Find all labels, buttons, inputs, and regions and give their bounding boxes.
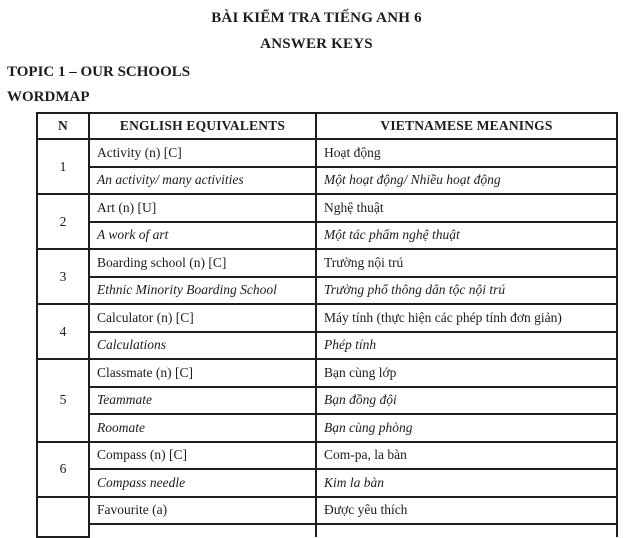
vietnamese-cell: Trường nội trú (316, 249, 617, 277)
english-cell: Favourite (a) (89, 497, 316, 525)
topic-heading: TOPIC 1 – OUR SCHOOLS (7, 64, 191, 80)
vietnamese-cell: Trường phổ thông dân tộc nội trú (316, 277, 617, 305)
vietnamese-cell: Bạn đồng đội (316, 387, 617, 415)
row-number-cell: 4 (37, 304, 89, 359)
table-header-row (37, 113, 617, 139)
english-cell: Compass (n) [C] (89, 442, 316, 470)
vietnamese-cell: Máy tính (thực hiện các phép tính đơn giản) (316, 304, 617, 332)
table-row (37, 414, 617, 442)
vietnamese-cell: Một hoạt động/ Nhiều hoạt động (316, 167, 617, 195)
row-number-cell (37, 497, 89, 538)
table-row (37, 167, 617, 195)
vietnamese-cell: Nghệ thuật (316, 194, 617, 222)
english-cell: Teammate (89, 387, 316, 415)
table-row (37, 139, 617, 167)
table-row (37, 524, 617, 537)
english-cell: A work of art (89, 222, 316, 250)
english-cell (89, 524, 316, 537)
table-row (37, 497, 617, 525)
vietnamese-cell (316, 524, 617, 537)
column-header-n: N (37, 113, 89, 139)
column-header-vietnamese: VIETNAMESE MEANINGS (316, 113, 617, 139)
page-title: BÀI KIỂM TRA TIẾNG ANH 6 (211, 10, 422, 26)
english-cell: Calculator (n) [C] (89, 304, 316, 332)
english-cell: Compass needle (89, 469, 316, 497)
table-row (37, 469, 617, 497)
english-cell: Ethnic Minority Boarding School (89, 277, 316, 305)
english-cell: Classmate (n) [C] (89, 359, 316, 387)
english-cell: Activity (n) [C] (89, 139, 316, 167)
vietnamese-cell: Phép tính (316, 332, 617, 360)
table-row (37, 332, 617, 360)
table-row (37, 387, 617, 415)
row-number-cell: 2 (37, 194, 89, 249)
vietnamese-cell: Được yêu thích (316, 497, 617, 525)
row-number-cell: 3 (37, 249, 89, 304)
vietnamese-cell: Một tác phẩm nghệ thuật (316, 222, 617, 250)
row-number-cell: 6 (37, 442, 89, 497)
english-cell: Calculations (89, 332, 316, 360)
table-row (37, 359, 617, 387)
table-row (37, 277, 617, 305)
answer-keys-subtitle: ANSWER KEYS (260, 36, 373, 52)
english-cell: Art (n) [U] (89, 194, 316, 222)
wordmap-heading: WORDMAP (7, 89, 90, 105)
vietnamese-cell: Com-pa, la bàn (316, 442, 617, 470)
table-row (37, 442, 617, 470)
table-row (37, 222, 617, 250)
vietnamese-cell: Bạn cùng phòng (316, 414, 617, 442)
english-cell: An activity/ many activities (89, 167, 316, 195)
table-row (37, 194, 617, 222)
column-header-english: ENGLISH EQUIVALENTS (89, 113, 316, 139)
row-number-cell: 5 (37, 359, 89, 442)
table-row (37, 249, 617, 277)
vietnamese-cell: Bạn cùng lớp (316, 359, 617, 387)
table-row (37, 304, 617, 332)
vietnamese-cell: Kim la bàn (316, 469, 617, 497)
english-cell: Roomate (89, 414, 316, 442)
vietnamese-cell: Hoạt động (316, 139, 617, 167)
row-number-cell: 1 (37, 139, 89, 194)
english-cell: Boarding school (n) [C] (89, 249, 316, 277)
wordmap-table (36, 112, 618, 538)
